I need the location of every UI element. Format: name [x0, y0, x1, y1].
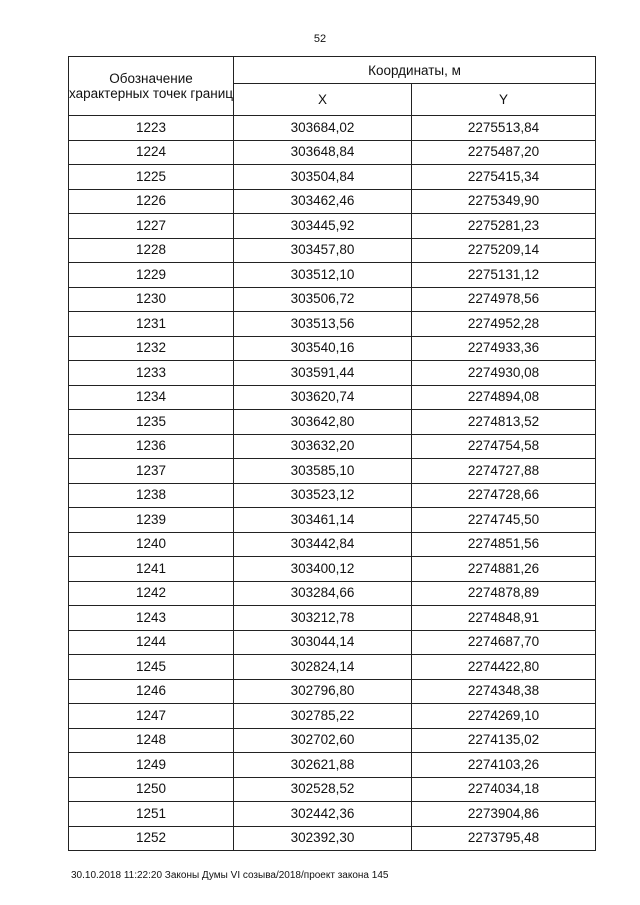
cell-point-number: 1234 — [69, 385, 234, 410]
cell-y-coordinate: 2274727,88 — [412, 459, 596, 484]
table-body — [69, 116, 596, 851]
cell-y-coordinate: 2275415,34 — [412, 165, 596, 190]
cell-x-coordinate: 303445,92 — [234, 214, 412, 239]
table-row — [69, 679, 596, 704]
cell-point-number: 1242 — [69, 581, 234, 606]
cell-y-coordinate: 2274930,08 — [412, 361, 596, 386]
cell-y-coordinate: 2274894,08 — [412, 385, 596, 410]
cell-y-coordinate: 2274933,36 — [412, 336, 596, 361]
cell-point-number: 1243 — [69, 606, 234, 631]
table-header — [69, 57, 596, 116]
cell-y-coordinate: 2275513,84 — [412, 116, 596, 141]
cell-y-coordinate: 2275487,20 — [412, 140, 596, 165]
cell-y-coordinate: 2274754,58 — [412, 434, 596, 459]
cell-y-coordinate: 2274422,80 — [412, 655, 596, 680]
coordinates-table — [68, 56, 596, 851]
cell-x-coordinate: 303284,66 — [234, 581, 412, 606]
cell-y-coordinate: 2274728,66 — [412, 483, 596, 508]
cell-point-number: 1245 — [69, 655, 234, 680]
table-row — [69, 483, 596, 508]
table-row — [69, 532, 596, 557]
cell-x-coordinate: 303632,20 — [234, 434, 412, 459]
cell-x-coordinate: 303212,78 — [234, 606, 412, 631]
cell-y-coordinate: 2274881,26 — [412, 557, 596, 582]
cell-y-coordinate: 2274848,91 — [412, 606, 596, 631]
cell-y-coordinate: 2273795,48 — [412, 826, 596, 851]
cell-x-coordinate: 303620,74 — [234, 385, 412, 410]
cell-y-coordinate: 2274851,56 — [412, 532, 596, 557]
cell-x-coordinate: 303684,02 — [234, 116, 412, 141]
cell-x-coordinate: 302785,22 — [234, 704, 412, 729]
table-row — [69, 802, 596, 827]
cell-point-number: 1252 — [69, 826, 234, 851]
header-coordinates: Координаты, м — [234, 57, 596, 84]
cell-x-coordinate: 303044,14 — [234, 630, 412, 655]
cell-x-coordinate: 303504,84 — [234, 165, 412, 190]
cell-x-coordinate: 302392,30 — [234, 826, 412, 851]
cell-y-coordinate: 2274952,28 — [412, 312, 596, 337]
cell-point-number: 1226 — [69, 189, 234, 214]
table-row — [69, 630, 596, 655]
table-row — [69, 557, 596, 582]
cell-x-coordinate: 303512,10 — [234, 263, 412, 288]
cell-y-coordinate: 2275209,14 — [412, 238, 596, 263]
cell-y-coordinate: 2274813,52 — [412, 410, 596, 435]
table-row — [69, 508, 596, 533]
table-row — [69, 336, 596, 361]
table-row — [69, 361, 596, 386]
table-row — [69, 581, 596, 606]
cell-y-coordinate: 2274103,26 — [412, 753, 596, 778]
cell-x-coordinate: 303540,16 — [234, 336, 412, 361]
cell-y-coordinate: 2274687,70 — [412, 630, 596, 655]
table-row — [69, 385, 596, 410]
table-row — [69, 655, 596, 680]
cell-x-coordinate: 303506,72 — [234, 287, 412, 312]
cell-x-coordinate: 303591,44 — [234, 361, 412, 386]
cell-point-number: 1251 — [69, 802, 234, 827]
cell-point-number: 1237 — [69, 459, 234, 484]
cell-x-coordinate: 303400,12 — [234, 557, 412, 582]
cell-y-coordinate: 2274269,10 — [412, 704, 596, 729]
cell-x-coordinate: 303648,84 — [234, 140, 412, 165]
cell-point-number: 1248 — [69, 728, 234, 753]
cell-y-coordinate: 2275131,12 — [412, 263, 596, 288]
cell-x-coordinate: 302442,36 — [234, 802, 412, 827]
cell-x-coordinate: 302528,52 — [234, 777, 412, 802]
cell-x-coordinate: 303585,10 — [234, 459, 412, 484]
cell-y-coordinate: 2273904,86 — [412, 802, 596, 827]
table-row — [69, 189, 596, 214]
cell-y-coordinate: 2274034,18 — [412, 777, 596, 802]
table-row — [69, 826, 596, 851]
table-row — [69, 238, 596, 263]
cell-x-coordinate: 303461,14 — [234, 508, 412, 533]
table-row — [69, 753, 596, 778]
table-row — [69, 606, 596, 631]
cell-point-number: 1231 — [69, 312, 234, 337]
cell-point-number: 1236 — [69, 434, 234, 459]
cell-point-number: 1241 — [69, 557, 234, 582]
cell-y-coordinate: 2274878,89 — [412, 581, 596, 606]
cell-point-number: 1235 — [69, 410, 234, 435]
table-row — [69, 459, 596, 484]
cell-point-number: 1246 — [69, 679, 234, 704]
cell-point-number: 1239 — [69, 508, 234, 533]
cell-x-coordinate: 302621,88 — [234, 753, 412, 778]
table-row — [69, 263, 596, 288]
table-row — [69, 312, 596, 337]
cell-point-number: 1249 — [69, 753, 234, 778]
cell-point-number: 1224 — [69, 140, 234, 165]
table-row — [69, 777, 596, 802]
table-row — [69, 410, 596, 435]
cell-point-number: 1228 — [69, 238, 234, 263]
cell-point-number: 1233 — [69, 361, 234, 386]
cell-y-coordinate: 2275281,23 — [412, 214, 596, 239]
cell-x-coordinate: 303642,80 — [234, 410, 412, 435]
document-footer: 30.10.2018 11:22:20 Законы Думы VI созыва/2018/проект закона 145 — [71, 870, 389, 881]
cell-x-coordinate: 303457,80 — [234, 238, 412, 263]
cell-point-number: 1247 — [69, 704, 234, 729]
cell-point-number: 1250 — [69, 777, 234, 802]
table-row — [69, 287, 596, 312]
cell-y-coordinate: 2274348,38 — [412, 679, 596, 704]
table-row — [69, 214, 596, 239]
cell-y-coordinate: 2274745,50 — [412, 508, 596, 533]
cell-point-number: 1223 — [69, 116, 234, 141]
cell-point-number: 1227 — [69, 214, 234, 239]
cell-x-coordinate: 302702,60 — [234, 728, 412, 753]
cell-x-coordinate: 302824,14 — [234, 655, 412, 680]
cell-point-number: 1238 — [69, 483, 234, 508]
cell-y-coordinate: 2275349,90 — [412, 189, 596, 214]
cell-x-coordinate: 303513,56 — [234, 312, 412, 337]
cell-point-number: 1240 — [69, 532, 234, 557]
cell-x-coordinate: 302796,80 — [234, 679, 412, 704]
table-row — [69, 434, 596, 459]
cell-y-coordinate: 2274135,02 — [412, 728, 596, 753]
header-x: X — [234, 84, 412, 116]
cell-point-number: 1230 — [69, 287, 234, 312]
cell-point-number: 1244 — [69, 630, 234, 655]
cell-point-number: 1225 — [69, 165, 234, 190]
cell-x-coordinate: 303523,12 — [234, 483, 412, 508]
header-y: Y — [412, 84, 596, 116]
table-row — [69, 116, 596, 141]
cell-x-coordinate: 303442,84 — [234, 532, 412, 557]
table-row — [69, 165, 596, 190]
cell-point-number: 1229 — [69, 263, 234, 288]
header-point-designation: Обозначение характерных точек границ — [69, 57, 234, 116]
cell-y-coordinate: 2274978,56 — [412, 287, 596, 312]
table-row — [69, 140, 596, 165]
table-row — [69, 704, 596, 729]
cell-x-coordinate: 303462,46 — [234, 189, 412, 214]
table-row — [69, 728, 596, 753]
cell-point-number: 1232 — [69, 336, 234, 361]
page-number: 52 — [313, 33, 327, 45]
